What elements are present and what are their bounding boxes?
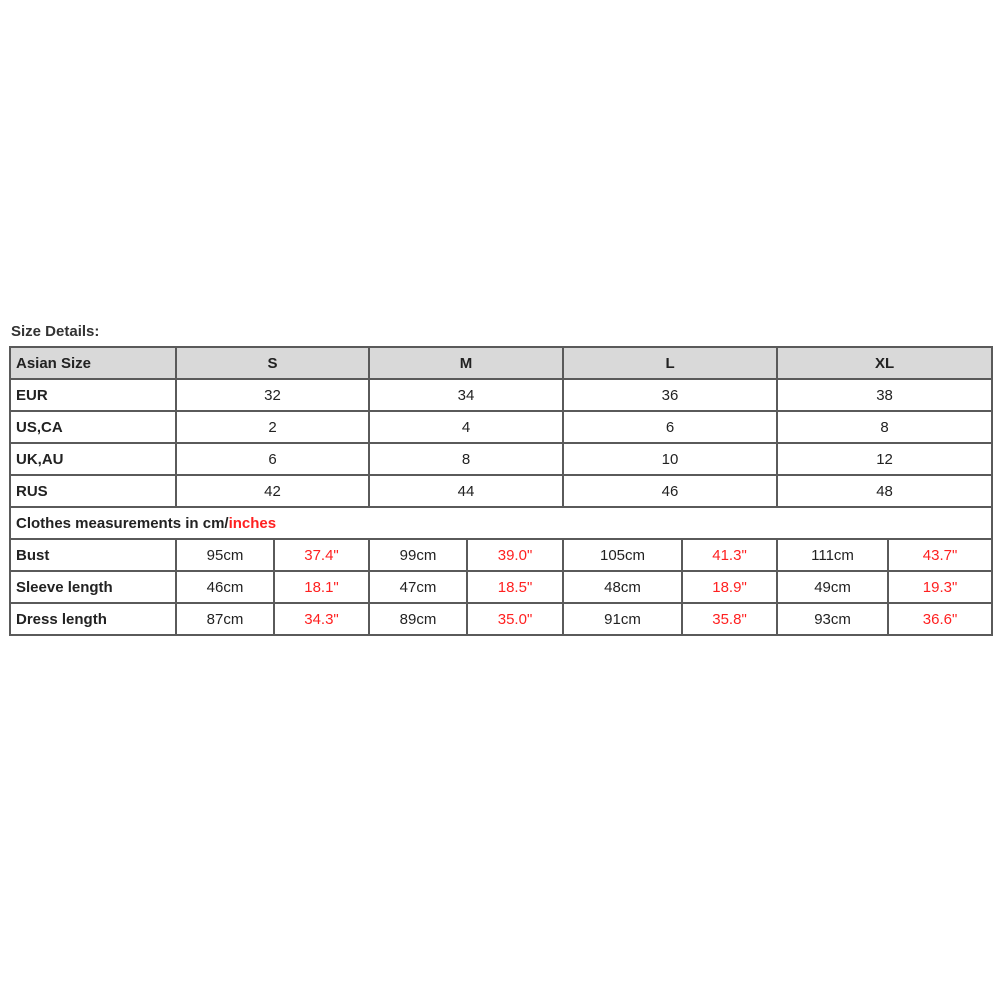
table-cell: 42 <box>176 475 369 507</box>
row-label: Bust <box>10 539 176 571</box>
row-label: US,CA <box>10 411 176 443</box>
cm-cell: 93cm <box>777 603 888 635</box>
table-cell: 6 <box>176 443 369 475</box>
cm-cell: 49cm <box>777 571 888 603</box>
table-row <box>10 539 992 571</box>
inch-cell: 18.1" <box>274 571 369 603</box>
table-cell: 48 <box>777 475 992 507</box>
row-label: Sleeve length <box>10 571 176 603</box>
cm-cell: 47cm <box>369 571 467 603</box>
measurements-section-title <box>10 507 992 539</box>
table-cell: 36 <box>563 379 777 411</box>
inch-cell: 37.4" <box>274 539 369 571</box>
header-size-m: M <box>369 347 563 379</box>
table-cell: 8 <box>369 443 563 475</box>
table-cell: 44 <box>369 475 563 507</box>
cm-cell: 99cm <box>369 539 467 571</box>
table-cell: 46 <box>563 475 777 507</box>
inch-cell: 36.6" <box>888 603 992 635</box>
inch-cell: 39.0" <box>467 539 563 571</box>
table-cell: 4 <box>369 411 563 443</box>
table-row <box>10 603 992 635</box>
cm-cell: 89cm <box>369 603 467 635</box>
cm-cell: 48cm <box>563 571 682 603</box>
cm-cell: 46cm <box>176 571 274 603</box>
table-row <box>10 379 992 411</box>
inch-cell: 18.5" <box>467 571 563 603</box>
header-size-s: S <box>176 347 369 379</box>
table-header-row <box>10 347 992 379</box>
table-cell: 8 <box>777 411 992 443</box>
cm-cell: 105cm <box>563 539 682 571</box>
inch-cell: 35.0" <box>467 603 563 635</box>
table-cell: 32 <box>176 379 369 411</box>
table-row <box>10 475 992 507</box>
inch-cell: 18.9" <box>682 571 777 603</box>
inch-cell: 43.7" <box>888 539 992 571</box>
table-row <box>10 443 992 475</box>
row-label: Dress length <box>10 603 176 635</box>
table-cell: 38 <box>777 379 992 411</box>
inch-cell: 35.8" <box>682 603 777 635</box>
cm-cell: 91cm <box>563 603 682 635</box>
cm-cell: 111cm <box>777 539 888 571</box>
header-size-l: L <box>563 347 777 379</box>
inch-cell: 19.3" <box>888 571 992 603</box>
section-title-highlight: inches <box>228 514 277 532</box>
table-cell: 2 <box>176 411 369 443</box>
row-label: EUR <box>10 379 176 411</box>
header-size-xl: XL <box>777 347 992 379</box>
size-chart-table <box>9 346 993 636</box>
table-cell: 6 <box>563 411 777 443</box>
table-row <box>10 571 992 603</box>
section-title-prefix: Clothes measurements in cm/ <box>16 514 229 532</box>
size-details-caption: Size Details: <box>11 323 100 340</box>
table-cell: 12 <box>777 443 992 475</box>
table-row <box>10 411 992 443</box>
table-cell: 10 <box>563 443 777 475</box>
row-label: UK,AU <box>10 443 176 475</box>
header-label: Asian Size <box>10 347 176 379</box>
cm-cell: 87cm <box>176 603 274 635</box>
inch-cell: 41.3" <box>682 539 777 571</box>
cm-cell: 95cm <box>176 539 274 571</box>
section-row <box>10 507 992 539</box>
table-cell: 34 <box>369 379 563 411</box>
inch-cell: 34.3" <box>274 603 369 635</box>
row-label: RUS <box>10 475 176 507</box>
